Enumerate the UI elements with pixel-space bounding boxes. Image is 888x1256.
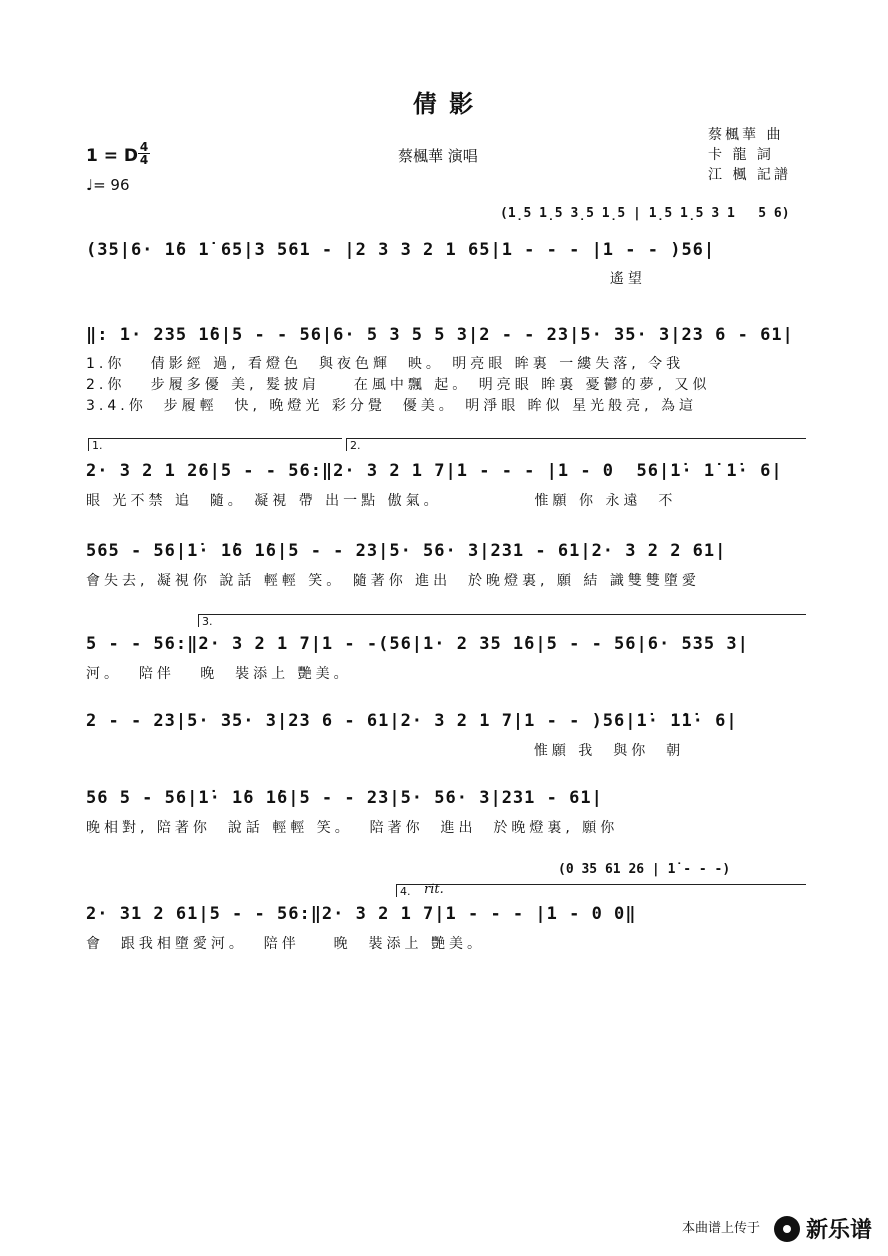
vinyl-disc-icon bbox=[774, 1216, 800, 1242]
volta-3: 3. bbox=[198, 614, 806, 627]
intro-upper-line: (1̣5 1̣5 3̣5 1̣5 | 1̣5 1̣5 3 1 5 6) bbox=[500, 206, 790, 221]
notation-row-8: 2· 31 2 61|5 - - 56:‖2· 3 2 1 7|1 - - - |1 - 0 0‖ bbox=[86, 904, 637, 924]
notation-row-5: 5 - - 56:‖2· 3 2 1 7|1 - -(56|1· 2 35 1̇6|5 - - 56|6· 535 3| bbox=[86, 634, 749, 654]
composer: 蔡楓華 曲 bbox=[708, 127, 784, 143]
time-signature: 4 4 bbox=[139, 140, 149, 167]
volta-2: 2. bbox=[346, 438, 806, 451]
lyric-row-2-verse-2: 2.你 步履多優 美, 髮披肩 在風中飄 起。 明亮眼 眸裏 憂鬱的夢, 又似 bbox=[86, 377, 711, 393]
lyric-row-8: 會 跟我相墮愛河。 陪伴 晚 裝添上 艷美。 bbox=[86, 936, 485, 952]
credits bbox=[708, 125, 791, 185]
volta-4: 4. bbox=[396, 884, 806, 897]
ritardando-mark: rit. bbox=[424, 882, 444, 897]
brand-name: 新乐谱 bbox=[805, 1218, 872, 1243]
notation-row-6: 2 - - 23|5· 35· 3|23 6 - 61|2· 3 2 1 7|1 - - )56|1̇· 1̇1̇· 6| bbox=[86, 711, 738, 731]
lyric-row-6: 惟願 我 與你 朝 bbox=[86, 743, 685, 759]
performer: 蔡楓華 演唱 bbox=[398, 147, 478, 165]
key-signature: 1 = D bbox=[86, 146, 139, 166]
tempo-marking: ♩= 96 bbox=[86, 176, 130, 194]
notation-row-3: 2· 3 2 1 26|5 - - 56:‖2· 3 2 1 7|1 - - - |1 - 0 56|1̇· 1̇ 1̇· 6| bbox=[86, 461, 783, 481]
lyricist: 卡 龍 詞 bbox=[708, 147, 774, 163]
notation-row-2: ‖: 1· 235 1̇6|5 - - 56|6· 5 3 5 5 3|2 - - 23|5· 35· 3|23 6 - 61| bbox=[86, 325, 794, 345]
score-title: 倩 影 bbox=[412, 90, 476, 118]
lyric-row-2-verse-3: 3.4.你 步履輕 快, 晚燈光 彩分覺 優美。 明淨眼 眸似 星光般亮, 為這 bbox=[86, 398, 698, 414]
lyric-row-2-verse-1: 1.你 倩影經 過, 看燈色 與夜色輝 映。 明亮眼 眸裏 一縷失落, 令我 bbox=[86, 356, 685, 372]
outro-upper-line: (0 35 61 26 | 1̇ - - -) bbox=[558, 862, 731, 877]
brand-logo[interactable] bbox=[774, 1213, 872, 1244]
lyric-row-4: 會失去, 凝視你 說話 輕輕 笑。 隨著你 進出 於晚燈裏, 願 結 識雙雙墮愛 bbox=[86, 573, 700, 589]
volta-1: 1. bbox=[88, 438, 342, 451]
lyric-row-3: 眼 光不禁 追 隨。 凝視 帶 出一點 傲氣。 惟願 你 永遠 不 bbox=[86, 493, 677, 509]
lyric-row-5: 河。 陪伴 晚 裝添上 艷美。 bbox=[86, 666, 352, 682]
notation-row-4: 565 - 56|1̇· 1̇6 1̇6|5 - - 23|5· 56· 3|231 - 61|2· 3 2 2 61| bbox=[86, 541, 727, 561]
lyric-row-7: 晚相對, 陪著你 說話 輕輕 笑。 陪著你 進出 於晚燈裏, 願你 bbox=[86, 820, 619, 836]
notation-row-7: 56 5 - 56|1̇· 1̇6 1̇6|5 - - 23|5· 56· 3|231 - 61| bbox=[86, 788, 603, 808]
notation-row-1: (35|6· 1̇6 1̇ 65|3 561 - |2 3 3 2 1 65|1 - - - |1 - - )56| bbox=[86, 240, 716, 260]
lyric-row-1: 遙望 bbox=[86, 271, 646, 287]
transcriber: 江 楓 記譜 bbox=[708, 167, 791, 183]
upload-note: 本曲谱上传于 bbox=[681, 1221, 760, 1236]
